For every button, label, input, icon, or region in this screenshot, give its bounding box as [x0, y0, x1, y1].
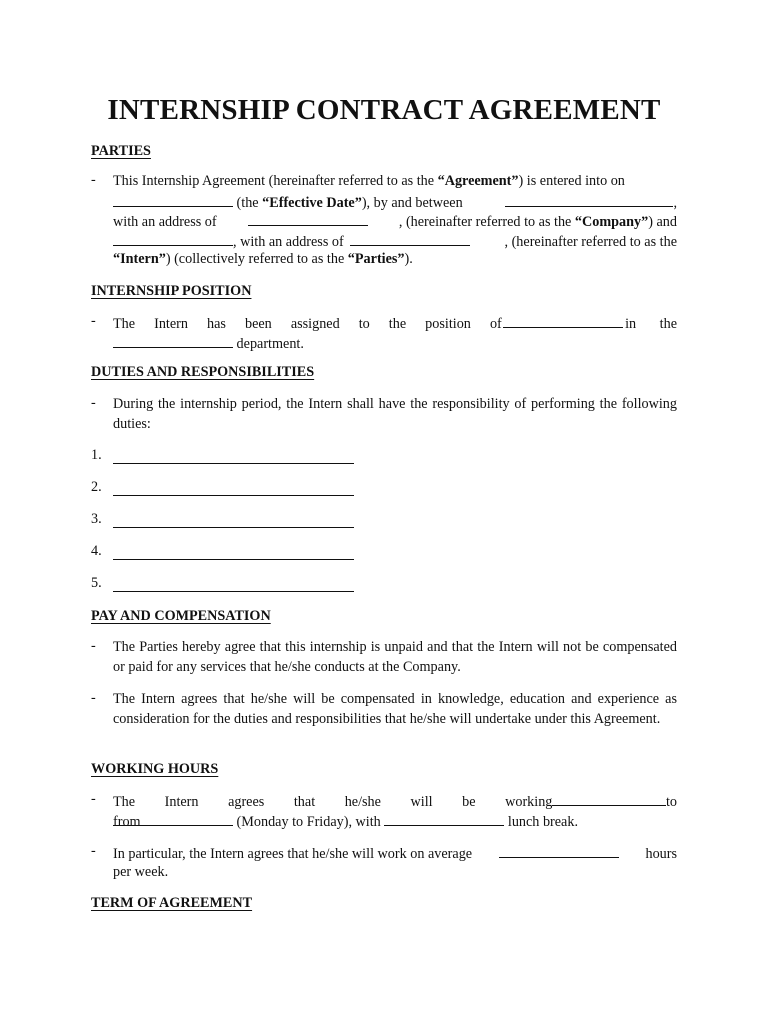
- heading-pay: PAY AND COMPENSATION: [91, 608, 271, 624]
- blank-date-field[interactable]: [113, 192, 233, 207]
- blank-lunch-break-field[interactable]: [384, 811, 504, 826]
- term-intern: “Intern”: [113, 251, 166, 268]
- blank-intern-name-field[interactable]: [113, 231, 233, 246]
- bullet-dash: -: [91, 395, 96, 411]
- parties-paragraph: [91, 172, 677, 270]
- position-paragraph: [91, 313, 677, 352]
- term-parties: “Parties”: [347, 251, 405, 268]
- parties-line-5: “Intern”) (collectively referred to as the “Parties”).: [113, 251, 413, 268]
- hours-line-3: In particular, the Intern agrees that he/she will work on average hours: [113, 843, 677, 863]
- bullet-dash: -: [91, 791, 96, 807]
- term-effective-date: “Effective Date”: [262, 194, 362, 211]
- bullet-dash: -: [91, 690, 96, 706]
- pay-paragraph-2: - The Intern agrees that he/she will be compensated in knowledge, education and experience as consideration for the duties and responsibilities that he/she will undertake under this Agreement.: [91, 690, 677, 727]
- duty-line-2[interactable]: [113, 480, 354, 496]
- pay-paragraph-1: - The Parties hereby agree that this internship is unpaid and that the Intern will not be compensated or paid for any services that he/she conducts at the Company.: [91, 638, 677, 675]
- blank-department-field[interactable]: [113, 333, 233, 348]
- duty-line-4[interactable]: [113, 544, 354, 560]
- hours-paragraph-1: [91, 791, 677, 830]
- blank-company-name-field[interactable]: [505, 192, 673, 207]
- hours-line-1: The Intern agrees that he/she will be working from to: [113, 791, 677, 811]
- parties-line-1: This Internship Agreement (hereinafter referred to as the “Agreement”) is entered into on: [113, 173, 625, 189]
- hours-paragraph-2: [91, 843, 677, 882]
- term-company: “Company”: [574, 214, 649, 231]
- heading-internship-position: INTERNSHIP POSITION: [91, 283, 252, 299]
- parties-line-4: , with an address of , (hereinafter referred to as the: [113, 231, 677, 251]
- blank-position-field[interactable]: [503, 313, 623, 328]
- bullet-dash: -: [91, 313, 96, 329]
- hours-line-2: (Monday to Friday), with lunch break.: [113, 811, 677, 831]
- duty-number-4: 4.: [91, 543, 102, 559]
- heading-working-hours: WORKING HOURS: [91, 761, 219, 777]
- duty-line-1[interactable]: [113, 448, 354, 464]
- duty-number-3: 3.: [91, 511, 102, 527]
- duty-number-2: 2.: [91, 479, 102, 495]
- parties-text: [113, 172, 677, 270]
- document-title: INTERNSHIP CONTRACT AGREEMENT: [107, 94, 661, 126]
- duty-number-5: 5.: [91, 575, 102, 591]
- blank-weekly-hours-field[interactable]: [499, 843, 619, 858]
- heading-term: TERM OF AGREEMENT: [91, 895, 253, 911]
- heading-parties: PARTIES: [91, 143, 151, 159]
- position-line-2: department.: [113, 333, 677, 353]
- bullet-dash: -: [91, 172, 96, 188]
- duty-line-5[interactable]: [113, 576, 354, 592]
- blank-intern-address-field[interactable]: [350, 231, 470, 246]
- parties-line-3: with an address of , (hereinafter referred to as the “Company”) and: [113, 211, 677, 231]
- blank-start-time-field[interactable]: [552, 791, 666, 806]
- duty-line-3[interactable]: [113, 512, 354, 528]
- bullet-dash: -: [91, 638, 96, 654]
- duties-paragraph: - During the internship period, the Intern shall have the responsibility of performing the following duties:: [91, 395, 677, 432]
- hours-line-4: per week.: [113, 863, 169, 880]
- duty-number-1: 1.: [91, 447, 102, 463]
- blank-end-time-field[interactable]: [113, 811, 233, 826]
- position-line-1: The Intern has been assigned to the position of in the: [113, 313, 677, 333]
- parties-line-2: (the “Effective Date” ), by and between ,: [113, 192, 677, 212]
- heading-duties: DUTIES AND RESPONSIBILITIES: [91, 364, 315, 380]
- bullet-dash: -: [91, 843, 96, 859]
- blank-company-address-field[interactable]: [248, 211, 368, 226]
- term-agreement: “Agreement”: [437, 173, 519, 189]
